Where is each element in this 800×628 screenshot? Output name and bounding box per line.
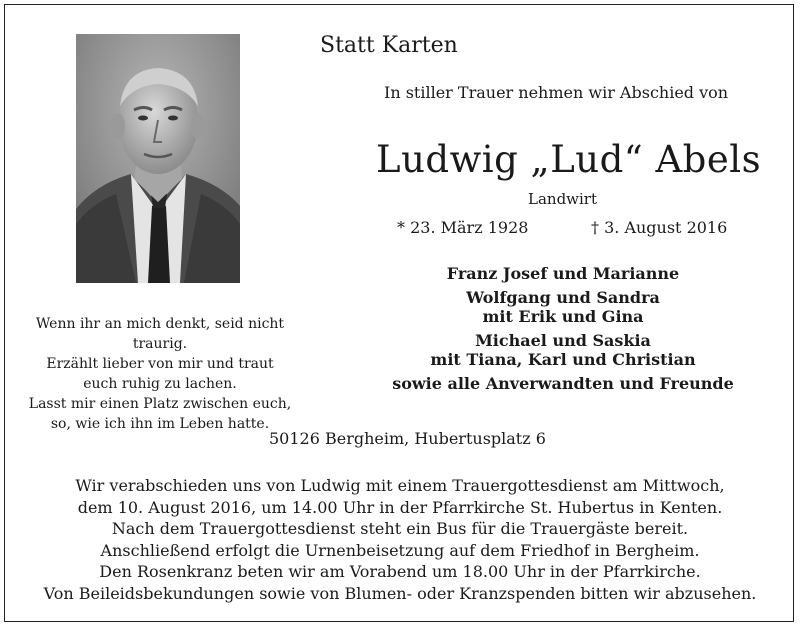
family-group bbox=[378, 262, 748, 285]
poem-line: so, wie ich ihn im Leben hatte. bbox=[50, 416, 270, 432]
address: 50126 Bergheim, Hubertusplatz 6 bbox=[269, 429, 546, 448]
info-line: Nach dem Trauergottesdienst steht ein Bus für die Trauergäste bereit. bbox=[111, 519, 689, 538]
family-list bbox=[378, 262, 748, 396]
family-group bbox=[378, 286, 748, 328]
poem-line: Lasst mir einen Platz zwischen euch, bbox=[28, 396, 292, 412]
info-line: dem 10. August 2016, um 14.00 Uhr in der Pfarrkirche St. Hubertus in Kenten. bbox=[77, 497, 723, 517]
birth-date: * 23. März 1928 bbox=[397, 218, 529, 237]
death-date: † 3. August 2016 bbox=[591, 218, 728, 237]
portrait-photo bbox=[76, 34, 240, 283]
deceased-profession: Landwirt bbox=[528, 190, 598, 208]
poem-line: Wenn ihr an mich denkt, seid nicht traurig. bbox=[35, 316, 285, 352]
intro-line: In stiller Trauer nehmen wir Abschied von bbox=[384, 83, 729, 102]
family-line: sowie alle Anverwandten und Freunde bbox=[392, 374, 734, 393]
family-line: Michael und Saskia bbox=[475, 331, 651, 350]
deceased-name: Ludwig „Lud“ Abels bbox=[376, 138, 762, 181]
info-line: Anschließend erfolgt die Urnenbeisetzung auf dem Friedhof in Bergheim. bbox=[100, 540, 700, 560]
family-group bbox=[378, 372, 748, 395]
funeral-info bbox=[20, 475, 780, 604]
family-line: mit Tiana, Karl und Christian bbox=[430, 350, 696, 369]
family-line: Wolfgang und Sandra bbox=[466, 288, 660, 307]
poem-line: euch ruhig zu lachen. bbox=[83, 376, 237, 392]
info-line: Wir verabschieden uns von Ludwig mit einem Trauergottesdienst am Mittwoch, bbox=[75, 476, 725, 495]
family-line: mit Erik und Gina bbox=[482, 307, 644, 326]
statt-karten-heading: Statt Karten bbox=[320, 33, 458, 58]
poem bbox=[20, 314, 300, 434]
info-line: Den Rosenkranz beten wir am Vorabend um 18.00 Uhr in der Pfarrkirche. bbox=[99, 562, 701, 581]
family-line: Franz Josef und Marianne bbox=[446, 264, 680, 283]
poem-line: Erzählt lieber von mir und traut bbox=[46, 356, 274, 372]
info-line: Von Beileidsbekundungen sowie von Blumen- oder Kranzspenden bitten wir abzusehen. bbox=[43, 583, 757, 603]
family-group bbox=[378, 329, 748, 371]
